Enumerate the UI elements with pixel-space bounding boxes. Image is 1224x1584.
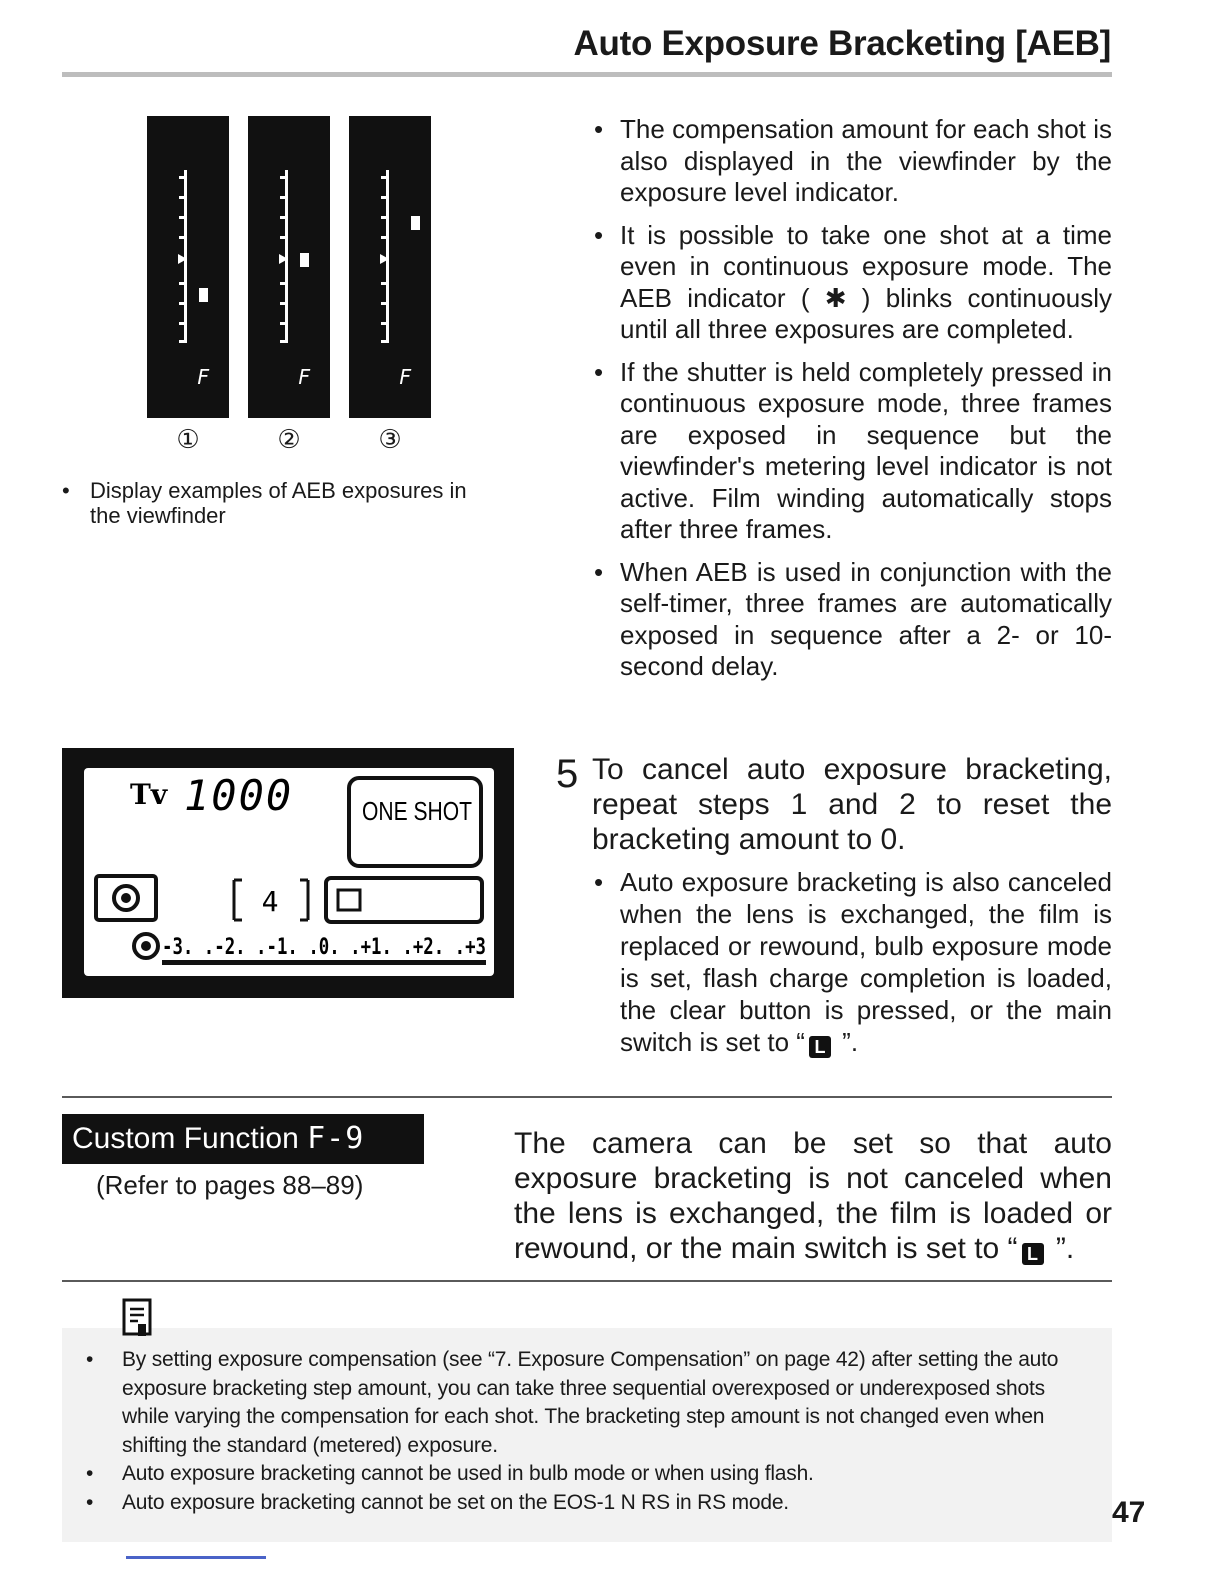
custom-function-code: F-9 xyxy=(307,1121,365,1156)
f-glyph: F xyxy=(298,365,311,389)
f-glyph: F xyxy=(197,365,210,389)
list-item: • It is possible to take one shot at a time even in continuous exposure mode. The AEB indicator ( ✱ ) blinks continuously until all three exposures are completed. xyxy=(592,220,1112,346)
list-item: • Auto exposure bracketing cannot be used in bulb mode or when using flash. xyxy=(86,1460,1086,1489)
aeb-notes-list xyxy=(592,114,1112,694)
drive-mode-box xyxy=(326,878,482,922)
single-frame-icon xyxy=(338,890,360,910)
display-label-2: ② xyxy=(277,424,301,454)
step-5-notes xyxy=(592,866,1112,1069)
page-title: Auto Exposure Bracketing [AEB] xyxy=(573,24,1111,63)
display-label-1: ① xyxy=(176,424,200,454)
frame-counter: 4 xyxy=(261,885,279,918)
list-item: • If the shutter is held completely pressed in continuous exposure mode, three frames are exposed in sequence but the viewfinder's metering level indicator is not active. Film winding automatically stops after three frames. xyxy=(592,357,1112,546)
viewfinder-caption: • Display examples of AEB exposures in the viewfinder xyxy=(62,478,467,528)
lcd-readout xyxy=(62,748,514,998)
viewfinder-display-2 xyxy=(248,116,330,418)
display-label-3: ③ xyxy=(378,424,402,454)
af-mode-label: ONE SHOT xyxy=(362,796,473,826)
viewfinder-display-1 xyxy=(147,116,229,418)
step-5 xyxy=(556,752,1112,857)
main-switch-lock-icon: L xyxy=(809,1036,831,1058)
f-glyph: F xyxy=(399,365,412,389)
shutter-speed-display: 1000 xyxy=(184,771,294,820)
step-text: To cancel auto exposure bracketing, repeat steps 1 and 2 to reset the bracketing amount to 0. xyxy=(592,753,1112,856)
exposure-level-scale-3 xyxy=(349,116,431,418)
list-item: • By setting exposure compensation (see “7. Exposure Compensation” on page 42) after setting the auto exposure bracketing step amount, you can take three sequential overexposed or underexposed shots while varying the compensation for each shot. The bracketing step amount is not changed even when shifting the standard (metered) exposure. xyxy=(86,1346,1086,1460)
list-item: • The compensation amount for each shot is also displayed in the viewfinder by the exposure level indicator. xyxy=(592,114,1112,209)
exposure-level-scale-2 xyxy=(248,116,330,418)
tv-mode-label: Tv xyxy=(130,778,168,811)
list-item: • When AEB is used in conjunction with the self-timer, three frames are automatically exposed in sequence after a 2- or 10-second delay. xyxy=(592,557,1112,683)
custom-function-ref: (Refer to pages 88–89) xyxy=(96,1170,364,1200)
step-number: 5 xyxy=(556,752,579,796)
lcd-panel xyxy=(62,748,514,998)
list-item: • Auto exposure bracketing is also canceled when the lens is exchanged, the film is replaced or rewound, bulb exposure mode is set, flash charge completion is loaded, the clear button is pressed, or the main switch is set to “ L ”. xyxy=(592,866,1112,1058)
list-item: • Auto exposure bracketing cannot be set on the EOS-1 N RS in RS mode. xyxy=(86,1489,1086,1518)
main-switch-lock-icon: L xyxy=(1022,1243,1044,1265)
memo-icon xyxy=(122,1298,154,1338)
exposure-level-scale-1 xyxy=(147,116,229,418)
notes-list xyxy=(86,1346,1086,1517)
custom-function-text: The camera can be set so that auto exposure bracketing is not canceled when the lens is exchanged, the film is loaded or rewound, or the main switch is set to “ L ”. xyxy=(514,1127,1112,1265)
header-rule xyxy=(62,72,1112,77)
viewfinder-display-3 xyxy=(349,116,431,418)
custom-function-badge: Custom Function F-9 xyxy=(62,1114,424,1164)
aeb-scale: -3. .-2. .-1. .0. .+1. .+2. .+3 xyxy=(162,935,486,960)
section-divider xyxy=(62,1096,1112,1098)
bottom-accent-bar xyxy=(126,1556,266,1559)
section-divider xyxy=(62,1280,1112,1282)
page-number: 47 xyxy=(1112,1496,1146,1529)
